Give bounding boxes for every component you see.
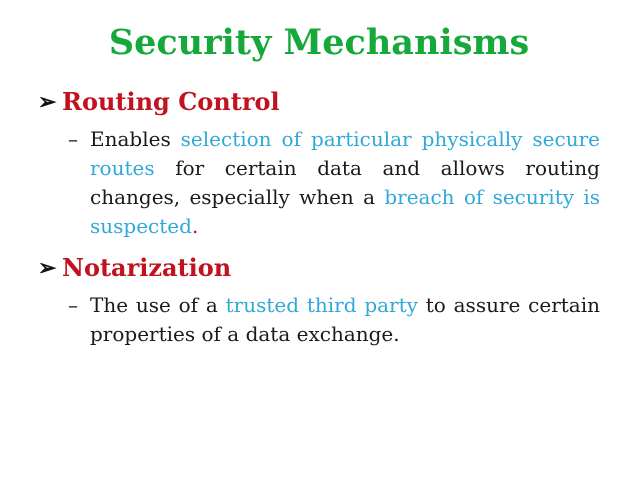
sub-bullet-text <box>90 291 600 349</box>
bullet-notarization <box>38 253 231 283</box>
sub-bullet-text <box>90 125 600 241</box>
bullet-routing-control <box>38 87 280 117</box>
text-run: to assure certain properties of a data exchange. <box>90 293 601 346</box>
arrowhead-bullet-icon: ➢ <box>38 255 57 281</box>
highlighted-text: trusted third party <box>225 293 418 317</box>
text-run: The use of a <box>90 293 226 317</box>
text-run: . <box>191 214 199 238</box>
dash-marker: – <box>68 293 78 317</box>
bullet-heading: Routing Control <box>62 87 280 116</box>
arrowhead-bullet-icon: ➢ <box>38 89 57 115</box>
slide-title: Security Mechanisms <box>108 22 530 63</box>
dash-marker: – <box>68 127 78 151</box>
text-run: for certain data and allows routing changes, especially when a <box>90 156 600 209</box>
bullet-heading: Notarization <box>62 253 232 282</box>
text-run: Enables <box>90 127 181 151</box>
highlighted-text: breach of security is suspected <box>90 185 600 238</box>
sub-bullet-notarization <box>68 291 600 349</box>
sub-bullet-routing-control <box>68 125 600 241</box>
highlighted-text: selection of particular physically secure routes <box>90 127 600 180</box>
